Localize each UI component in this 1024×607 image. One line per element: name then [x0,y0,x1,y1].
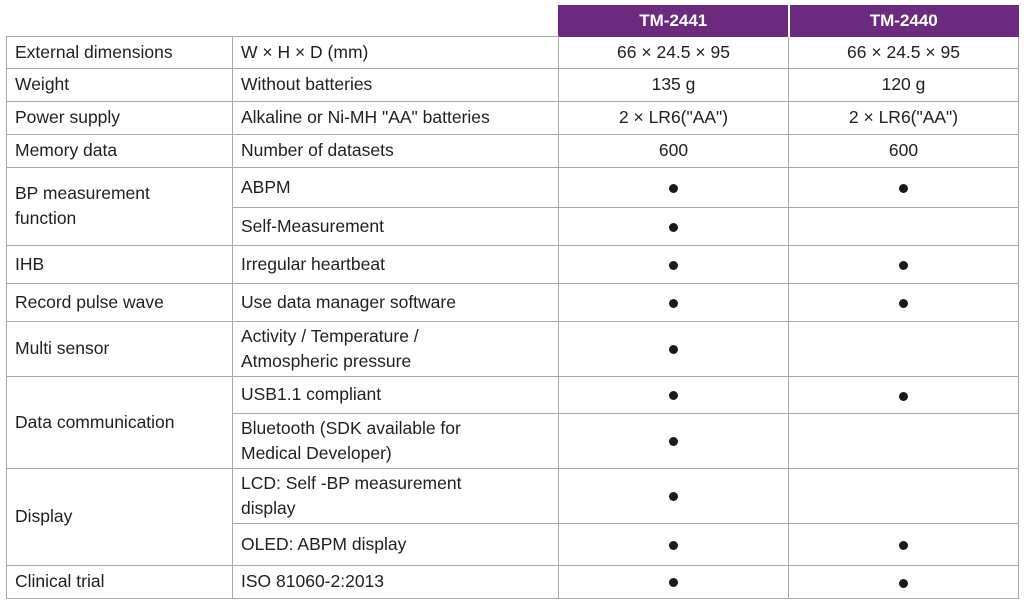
table-row [7,376,1019,413]
value-tm-2440 [789,207,1019,245]
value-tm-2441: 135 g [559,68,789,101]
spec-line: display [241,497,296,518]
row-label: Data communication [7,376,233,468]
row-label: Record pulse wave [7,283,233,321]
value-tm-2441 [559,207,789,245]
availability-dot [899,299,908,308]
table-row [7,167,1019,207]
value-tm-2441 [559,468,789,523]
table-row [7,101,1019,134]
availability-dot [669,578,678,587]
availability-dot [669,223,678,232]
row-label: Clinical trial [7,565,233,598]
value-tm-2440: 2 × LR6("AA") [789,101,1019,134]
value-tm-2440: 600 [789,134,1019,167]
value-tm-2441 [559,565,789,598]
row-spec [233,413,559,468]
availability-dot [669,437,678,446]
row-label: Display [7,468,233,565]
spec-line: Bluetooth (SDK available for [241,417,461,438]
availability-dot [669,299,678,308]
row-spec: OLED: ABPM display [233,523,559,565]
value-tm-2441: 2 × LR6("AA") [559,101,789,134]
row-label: Power supply [7,101,233,134]
value-tm-2440 [789,321,1019,376]
value-tm-2440 [789,468,1019,523]
model-header-tm-2440: TM-2440 [789,6,1019,37]
value-tm-2440 [789,523,1019,565]
table-row [7,36,1019,68]
availability-dot [899,184,908,193]
row-spec: Irregular heartbeat [233,245,559,283]
row-spec: Alkaline or Ni-MH "AA" batteries [233,101,559,134]
row-spec: Use data manager software [233,283,559,321]
value-tm-2440 [789,245,1019,283]
model-header-tm-2441: TM-2441 [559,6,789,37]
table-row [7,321,1019,376]
value-tm-2441 [559,376,789,413]
value-tm-2441: 600 [559,134,789,167]
value-tm-2441 [559,523,789,565]
row-label: External dimensions [7,36,233,68]
availability-dot [899,579,908,588]
value-tm-2440: 66 × 24.5 × 95 [789,36,1019,68]
value-tm-2440 [789,413,1019,468]
availability-dot [899,541,908,550]
availability-dot [669,345,678,354]
row-spec: USB1.1 compliant [233,376,559,413]
availability-dot [669,492,678,501]
table-row [7,68,1019,101]
row-spec: Number of datasets [233,134,559,167]
availability-dot [899,392,908,401]
header-row [7,6,1019,37]
value-tm-2440 [789,565,1019,598]
row-label: Multi sensor [7,321,233,376]
row-spec: ABPM [233,167,559,207]
value-tm-2440 [789,167,1019,207]
availability-dot [899,261,908,270]
spec-line: Medical Developer) [241,442,392,463]
value-tm-2441 [559,245,789,283]
row-spec: W × H × D (mm) [233,36,559,68]
label-line: function [15,208,77,228]
row-label [7,167,233,245]
table-row [7,245,1019,283]
row-spec: Without batteries [233,68,559,101]
table-row [7,283,1019,321]
table-row [7,134,1019,167]
row-label: Weight [7,68,233,101]
value-tm-2440: 120 g [789,68,1019,101]
table-row [7,468,1019,523]
table-row [7,565,1019,598]
value-tm-2441 [559,167,789,207]
row-spec [233,468,559,523]
spec-line: LCD: Self -BP measurement [241,472,462,493]
row-spec: Self-Measurement [233,207,559,245]
header-blank [7,6,559,37]
row-label: IHB [7,245,233,283]
spec-comparison-table [6,5,1019,599]
value-tm-2441: 66 × 24.5 × 95 [559,36,789,68]
value-tm-2440 [789,376,1019,413]
label-line: BP measurement [15,183,150,203]
row-label: Memory data [7,134,233,167]
value-tm-2441 [559,321,789,376]
value-tm-2440 [789,283,1019,321]
availability-dot [669,391,678,400]
row-spec: ISO 81060-2:2013 [233,565,559,598]
spec-line: Atmospheric pressure [241,350,412,371]
row-spec [233,321,559,376]
value-tm-2441 [559,283,789,321]
spec-line: Activity / Temperature / [241,325,419,346]
availability-dot [669,261,678,270]
availability-dot [669,541,678,550]
value-tm-2441 [559,413,789,468]
availability-dot [669,184,678,193]
